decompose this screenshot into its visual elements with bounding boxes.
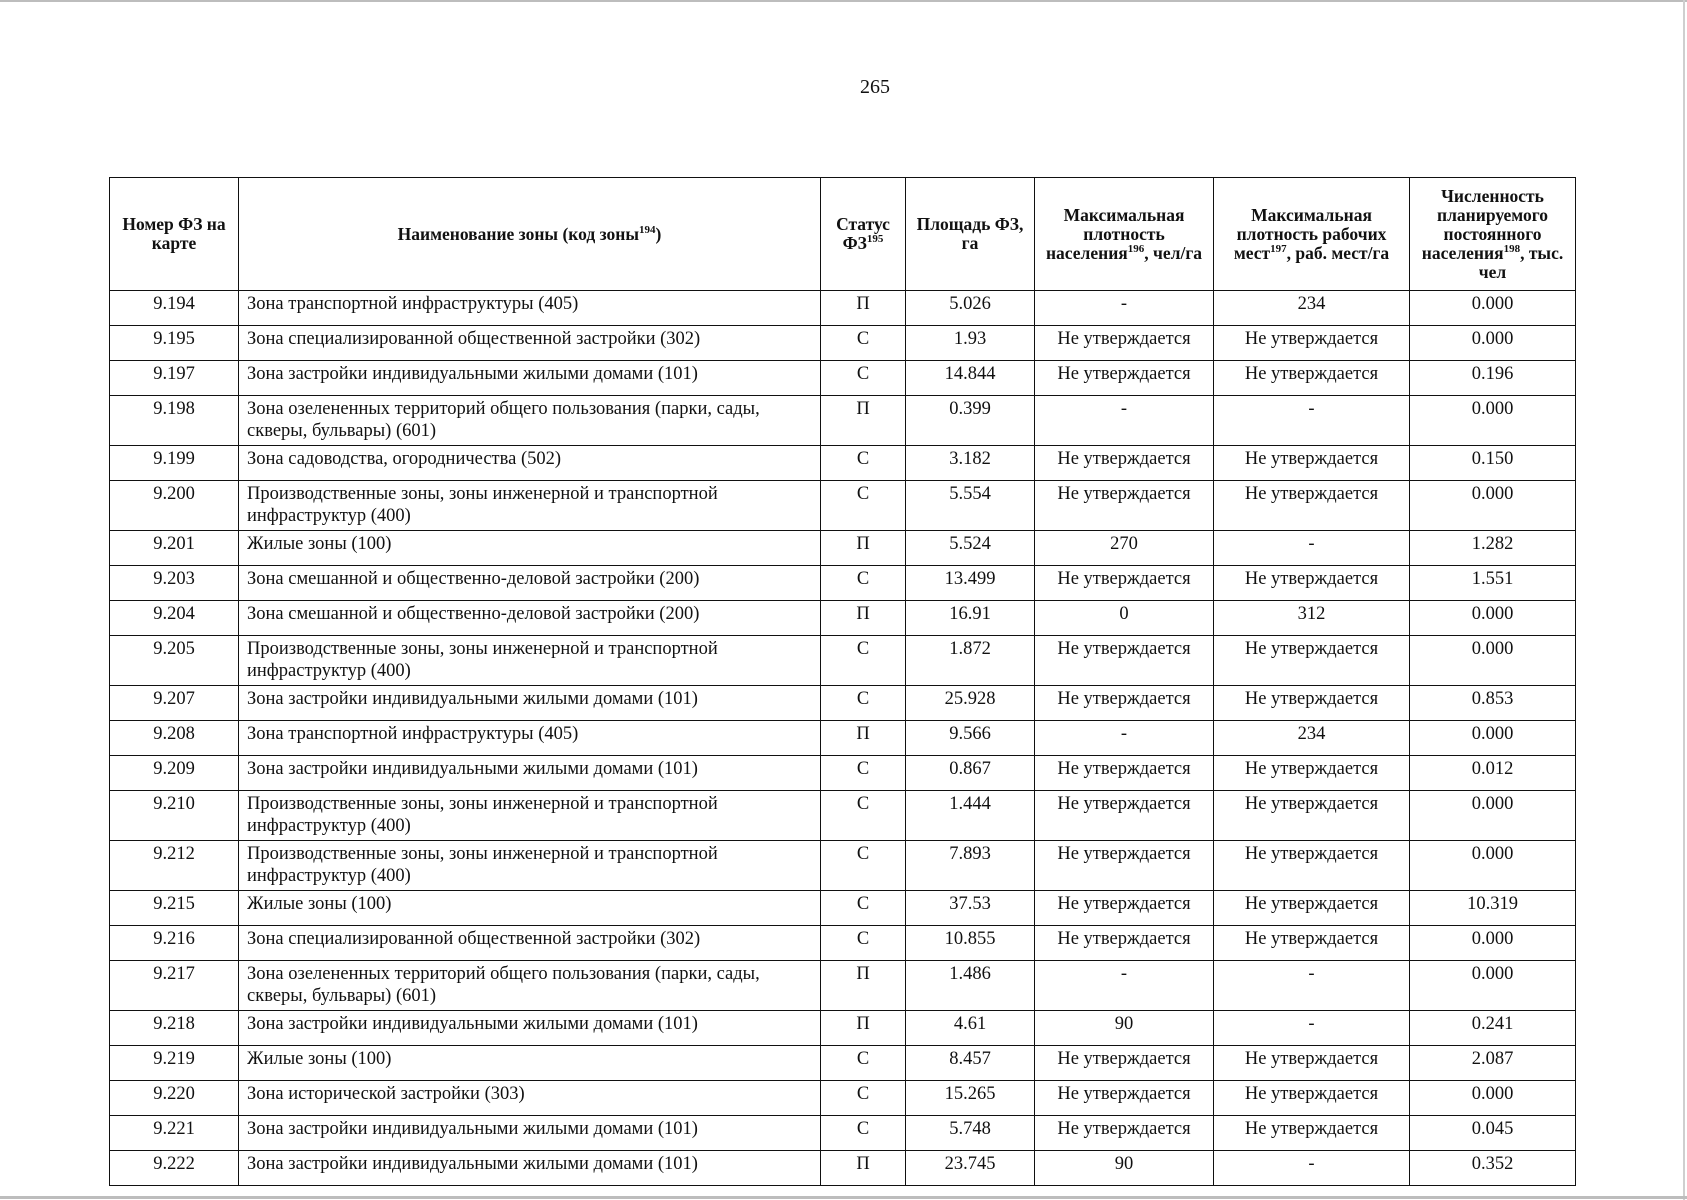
zone-name-cell: Зона застройки индивидуальными жилыми домами (101) [239, 1151, 821, 1186]
zone-area-cell: 8.457 [906, 1046, 1035, 1081]
zone-name-cell: Зона смешанной и общественно-деловой застройки (200) [239, 601, 821, 636]
header-cell-job-density: Максимальная плотность рабочих мест$^{197}$, раб. мест/га [1214, 178, 1410, 291]
zone-number-cell: 9.198 [110, 396, 239, 446]
zone-number-cell: 9.208 [110, 721, 239, 756]
zone-area-cell: 25.928 [906, 686, 1035, 721]
pop-density-cell: Не утверждается [1035, 1116, 1214, 1151]
zone-number-cell: 9.215 [110, 891, 239, 926]
zone-status-cell: С [821, 926, 906, 961]
job-density-cell: Не утверждается [1214, 1116, 1410, 1151]
table-row [110, 961, 1576, 1011]
zone-number-cell: 9.205 [110, 636, 239, 686]
population-cell: 10.319 [1410, 891, 1576, 926]
zone-status-cell: С [821, 1116, 906, 1151]
job-density-cell: Не утверждается [1214, 636, 1410, 686]
pop-density-cell: 0 [1035, 601, 1214, 636]
zone-status-cell: С [821, 686, 906, 721]
job-density-cell: Не утверждается [1214, 566, 1410, 601]
pop-density-cell: Не утверждается [1035, 756, 1214, 791]
pop-density-cell: Не утверждается [1035, 361, 1214, 396]
zone-status-cell: С [821, 361, 906, 396]
page-number: 265 [860, 76, 890, 98]
zone-status-cell: П [821, 291, 906, 326]
zone-name-cell: Зона специализированной общественной застройки (302) [239, 326, 821, 361]
job-density-cell: Не утверждается [1214, 1081, 1410, 1116]
table-row [110, 926, 1576, 961]
zone-name-cell: Жилые зоны (100) [239, 891, 821, 926]
pop-density-cell: Не утверждается [1035, 1046, 1214, 1081]
zone-name-cell: Зона озелененных территорий общего пользования (парки, сады, скверы, бульвары) (601) [239, 396, 821, 446]
zone-number-cell: 9.216 [110, 926, 239, 961]
zone-area-cell: 4.61 [906, 1011, 1035, 1046]
zone-area-cell: 1.872 [906, 636, 1035, 686]
zone-number-cell: 9.222 [110, 1151, 239, 1186]
header-cell-name: Наименование зоны (код зоны$^{194}$) [239, 178, 821, 291]
job-density-cell: - [1214, 961, 1410, 1011]
job-density-cell: 312 [1214, 601, 1410, 636]
pop-density-cell: - [1035, 961, 1214, 1011]
pop-density-cell: Не утверждается [1035, 791, 1214, 841]
zone-area-cell: 5.554 [906, 481, 1035, 531]
zone-number-cell: 9.220 [110, 1081, 239, 1116]
zone-status-cell: С [821, 481, 906, 531]
zone-status-cell: П [821, 721, 906, 756]
table-row [110, 531, 1576, 566]
zone-status-cell: С [821, 1046, 906, 1081]
job-density-cell: - [1214, 531, 1410, 566]
zone-name-cell: Зона застройки индивидуальными жилыми домами (101) [239, 756, 821, 791]
zone-name-cell: Производственные зоны, зоны инженерной и транспортной инфраструктур (400) [239, 841, 821, 891]
zone-number-cell: 9.203 [110, 566, 239, 601]
scan-edge-bottom [0, 1196, 1687, 1199]
table-row [110, 636, 1576, 686]
table-row [110, 1116, 1576, 1151]
zone-name-cell: Зона специализированной общественной застройки (302) [239, 926, 821, 961]
zone-area-cell: 5.026 [906, 291, 1035, 326]
zone-status-cell: С [821, 791, 906, 841]
header-row [110, 178, 1576, 291]
zone-number-cell: 9.195 [110, 326, 239, 361]
zone-name-cell: Зона озелененных территорий общего пользования (парки, сады, скверы, бульвары) (601) [239, 961, 821, 1011]
zone-status-cell: С [821, 756, 906, 791]
pop-density-cell: - [1035, 396, 1214, 446]
job-density-cell: 234 [1214, 721, 1410, 756]
zone-name-cell: Зона смешанной и общественно-деловой застройки (200) [239, 566, 821, 601]
population-cell: 2.087 [1410, 1046, 1576, 1081]
population-cell: 0.000 [1410, 601, 1576, 636]
population-cell: 0.000 [1410, 721, 1576, 756]
header-cell-number: Номер ФЗ на карте [110, 178, 239, 291]
scan-edge-right [1683, 0, 1685, 1200]
population-cell: 1.551 [1410, 566, 1576, 601]
table-row [110, 601, 1576, 636]
population-cell: 0.000 [1410, 791, 1576, 841]
header-cell-status: Статус ФЗ$^{195}$ [821, 178, 906, 291]
zone-area-cell: 1.444 [906, 791, 1035, 841]
zone-area-cell: 23.745 [906, 1151, 1035, 1186]
table-row [110, 446, 1576, 481]
zone-number-cell: 9.194 [110, 291, 239, 326]
population-cell: 0.000 [1410, 961, 1576, 1011]
population-cell: 0.000 [1410, 841, 1576, 891]
zone-area-cell: 5.524 [906, 531, 1035, 566]
zone-name-cell: Зона транспортной инфраструктуры (405) [239, 291, 821, 326]
table-row [110, 891, 1576, 926]
population-cell: 0.000 [1410, 291, 1576, 326]
zone-area-cell: 3.182 [906, 446, 1035, 481]
zone-status-cell: П [821, 1151, 906, 1186]
zone-area-cell: 10.855 [906, 926, 1035, 961]
zone-status-cell: П [821, 531, 906, 566]
pop-density-cell: Не утверждается [1035, 446, 1214, 481]
header-cell-population: Численность планируемого постоянного населения$^{198}$, тыс. чел [1410, 178, 1576, 291]
pop-density-cell: Не утверждается [1035, 326, 1214, 361]
zone-name-cell: Производственные зоны, зоны инженерной и транспортной инфраструктур (400) [239, 636, 821, 686]
scan-edge-top [0, 0, 1687, 2]
job-density-cell: Не утверждается [1214, 756, 1410, 791]
population-cell: 0.000 [1410, 1081, 1576, 1116]
zone-number-cell: 9.201 [110, 531, 239, 566]
population-cell: 0.000 [1410, 636, 1576, 686]
zone-name-cell: Зона исторической застройки (303) [239, 1081, 821, 1116]
pop-density-cell: Не утверждается [1035, 686, 1214, 721]
zone-number-cell: 9.219 [110, 1046, 239, 1081]
zone-status-cell: С [821, 566, 906, 601]
zone-area-cell: 14.844 [906, 361, 1035, 396]
zone-area-cell: 9.566 [906, 721, 1035, 756]
pop-density-cell: Не утверждается [1035, 841, 1214, 891]
zone-status-cell: П [821, 601, 906, 636]
zone-number-cell: 9.200 [110, 481, 239, 531]
zone-number-cell: 9.210 [110, 791, 239, 841]
zone-status-cell: С [821, 446, 906, 481]
table-row [110, 686, 1576, 721]
zone-status-cell: С [821, 841, 906, 891]
pop-density-cell: 90 [1035, 1151, 1214, 1186]
table-row [110, 841, 1576, 891]
header-cell-pop-density: Максимальная плотность населения$^{196}$, чел/га [1035, 178, 1214, 291]
table-row [110, 396, 1576, 446]
population-cell: 0.000 [1410, 926, 1576, 961]
zone-area-cell: 0.867 [906, 756, 1035, 791]
pop-density-cell: Не утверждается [1035, 926, 1214, 961]
zone-number-cell: 9.221 [110, 1116, 239, 1151]
zones-table [109, 177, 1576, 1186]
zone-name-cell: Зона транспортной инфраструктуры (405) [239, 721, 821, 756]
zone-status-cell: П [821, 396, 906, 446]
table-body [110, 291, 1576, 1186]
zone-name-cell: Зона застройки индивидуальными жилыми домами (101) [239, 1011, 821, 1046]
table-row [110, 326, 1576, 361]
zone-number-cell: 9.199 [110, 446, 239, 481]
zones-table-wrapper [109, 177, 1576, 1186]
table-row [110, 721, 1576, 756]
zone-name-cell: Жилые зоны (100) [239, 1046, 821, 1081]
zone-name-cell: Жилые зоны (100) [239, 531, 821, 566]
pop-density-cell: Не утверждается [1035, 891, 1214, 926]
header-cell-area: Площадь ФЗ, га [906, 178, 1035, 291]
zone-number-cell: 9.209 [110, 756, 239, 791]
zone-name-cell: Производственные зоны, зоны инженерной и транспортной инфраструктур (400) [239, 791, 821, 841]
table-row [110, 1081, 1576, 1116]
table-row [110, 291, 1576, 326]
table-row [110, 756, 1576, 791]
table-row [110, 481, 1576, 531]
job-density-cell: Не утверждается [1214, 446, 1410, 481]
pop-density-cell: 270 [1035, 531, 1214, 566]
table-row [110, 566, 1576, 601]
pop-density-cell: Не утверждается [1035, 566, 1214, 601]
job-density-cell: Не утверждается [1214, 361, 1410, 396]
table-row [110, 1046, 1576, 1081]
job-density-cell: Не утверждается [1214, 1046, 1410, 1081]
table-row [110, 1151, 1576, 1186]
pop-density-cell: - [1035, 291, 1214, 326]
zone-name-cell: Зона застройки индивидуальными жилыми домами (101) [239, 686, 821, 721]
zone-area-cell: 15.265 [906, 1081, 1035, 1116]
pop-density-cell: Не утверждается [1035, 481, 1214, 531]
zone-status-cell: П [821, 1011, 906, 1046]
population-cell: 0.196 [1410, 361, 1576, 396]
zone-number-cell: 9.218 [110, 1011, 239, 1046]
job-density-cell: Не утверждается [1214, 891, 1410, 926]
zone-status-cell: С [821, 891, 906, 926]
zone-number-cell: 9.197 [110, 361, 239, 396]
zone-number-cell: 9.207 [110, 686, 239, 721]
table-row [110, 791, 1576, 841]
job-density-cell: - [1214, 1151, 1410, 1186]
zone-area-cell: 37.53 [906, 891, 1035, 926]
job-density-cell: - [1214, 396, 1410, 446]
zone-name-cell: Зона застройки индивидуальными жилыми домами (101) [239, 1116, 821, 1151]
zone-number-cell: 9.212 [110, 841, 239, 891]
zone-name-cell: Зона застройки индивидуальными жилыми домами (101) [239, 361, 821, 396]
population-cell: 0.000 [1410, 326, 1576, 361]
population-cell: 1.282 [1410, 531, 1576, 566]
zone-area-cell: 1.93 [906, 326, 1035, 361]
population-cell: 0.241 [1410, 1011, 1576, 1046]
job-density-cell: 234 [1214, 291, 1410, 326]
zone-area-cell: 13.499 [906, 566, 1035, 601]
zone-area-cell: 5.748 [906, 1116, 1035, 1151]
table-row [110, 361, 1576, 396]
population-cell: 0.150 [1410, 446, 1576, 481]
zone-name-cell: Производственные зоны, зоны инженерной и транспортной инфраструктур (400) [239, 481, 821, 531]
pop-density-cell: 90 [1035, 1011, 1214, 1046]
population-cell: 0.853 [1410, 686, 1576, 721]
zone-area-cell: 0.399 [906, 396, 1035, 446]
job-density-cell: Не утверждается [1214, 841, 1410, 891]
zone-number-cell: 9.204 [110, 601, 239, 636]
population-cell: 0.000 [1410, 396, 1576, 446]
zone-status-cell: П [821, 961, 906, 1011]
population-cell: 0.000 [1410, 481, 1576, 531]
population-cell: 0.045 [1410, 1116, 1576, 1151]
population-cell: 0.352 [1410, 1151, 1576, 1186]
population-cell: 0.012 [1410, 756, 1576, 791]
table-row [110, 1011, 1576, 1046]
zone-status-cell: С [821, 326, 906, 361]
job-density-cell: Не утверждается [1214, 791, 1410, 841]
pop-density-cell: - [1035, 721, 1214, 756]
job-density-cell: Не утверждается [1214, 686, 1410, 721]
zone-status-cell: С [821, 636, 906, 686]
zone-area-cell: 1.486 [906, 961, 1035, 1011]
zone-area-cell: 16.91 [906, 601, 1035, 636]
zone-name-cell: Зона садоводства, огородничества (502) [239, 446, 821, 481]
job-density-cell: Не утверждается [1214, 481, 1410, 531]
pop-density-cell: Не утверждается [1035, 636, 1214, 686]
job-density-cell: Не утверждается [1214, 926, 1410, 961]
pop-density-cell: Не утверждается [1035, 1081, 1214, 1116]
job-density-cell: - [1214, 1011, 1410, 1046]
job-density-cell: Не утверждается [1214, 326, 1410, 361]
zone-number-cell: 9.217 [110, 961, 239, 1011]
zone-status-cell: С [821, 1081, 906, 1116]
zone-area-cell: 7.893 [906, 841, 1035, 891]
